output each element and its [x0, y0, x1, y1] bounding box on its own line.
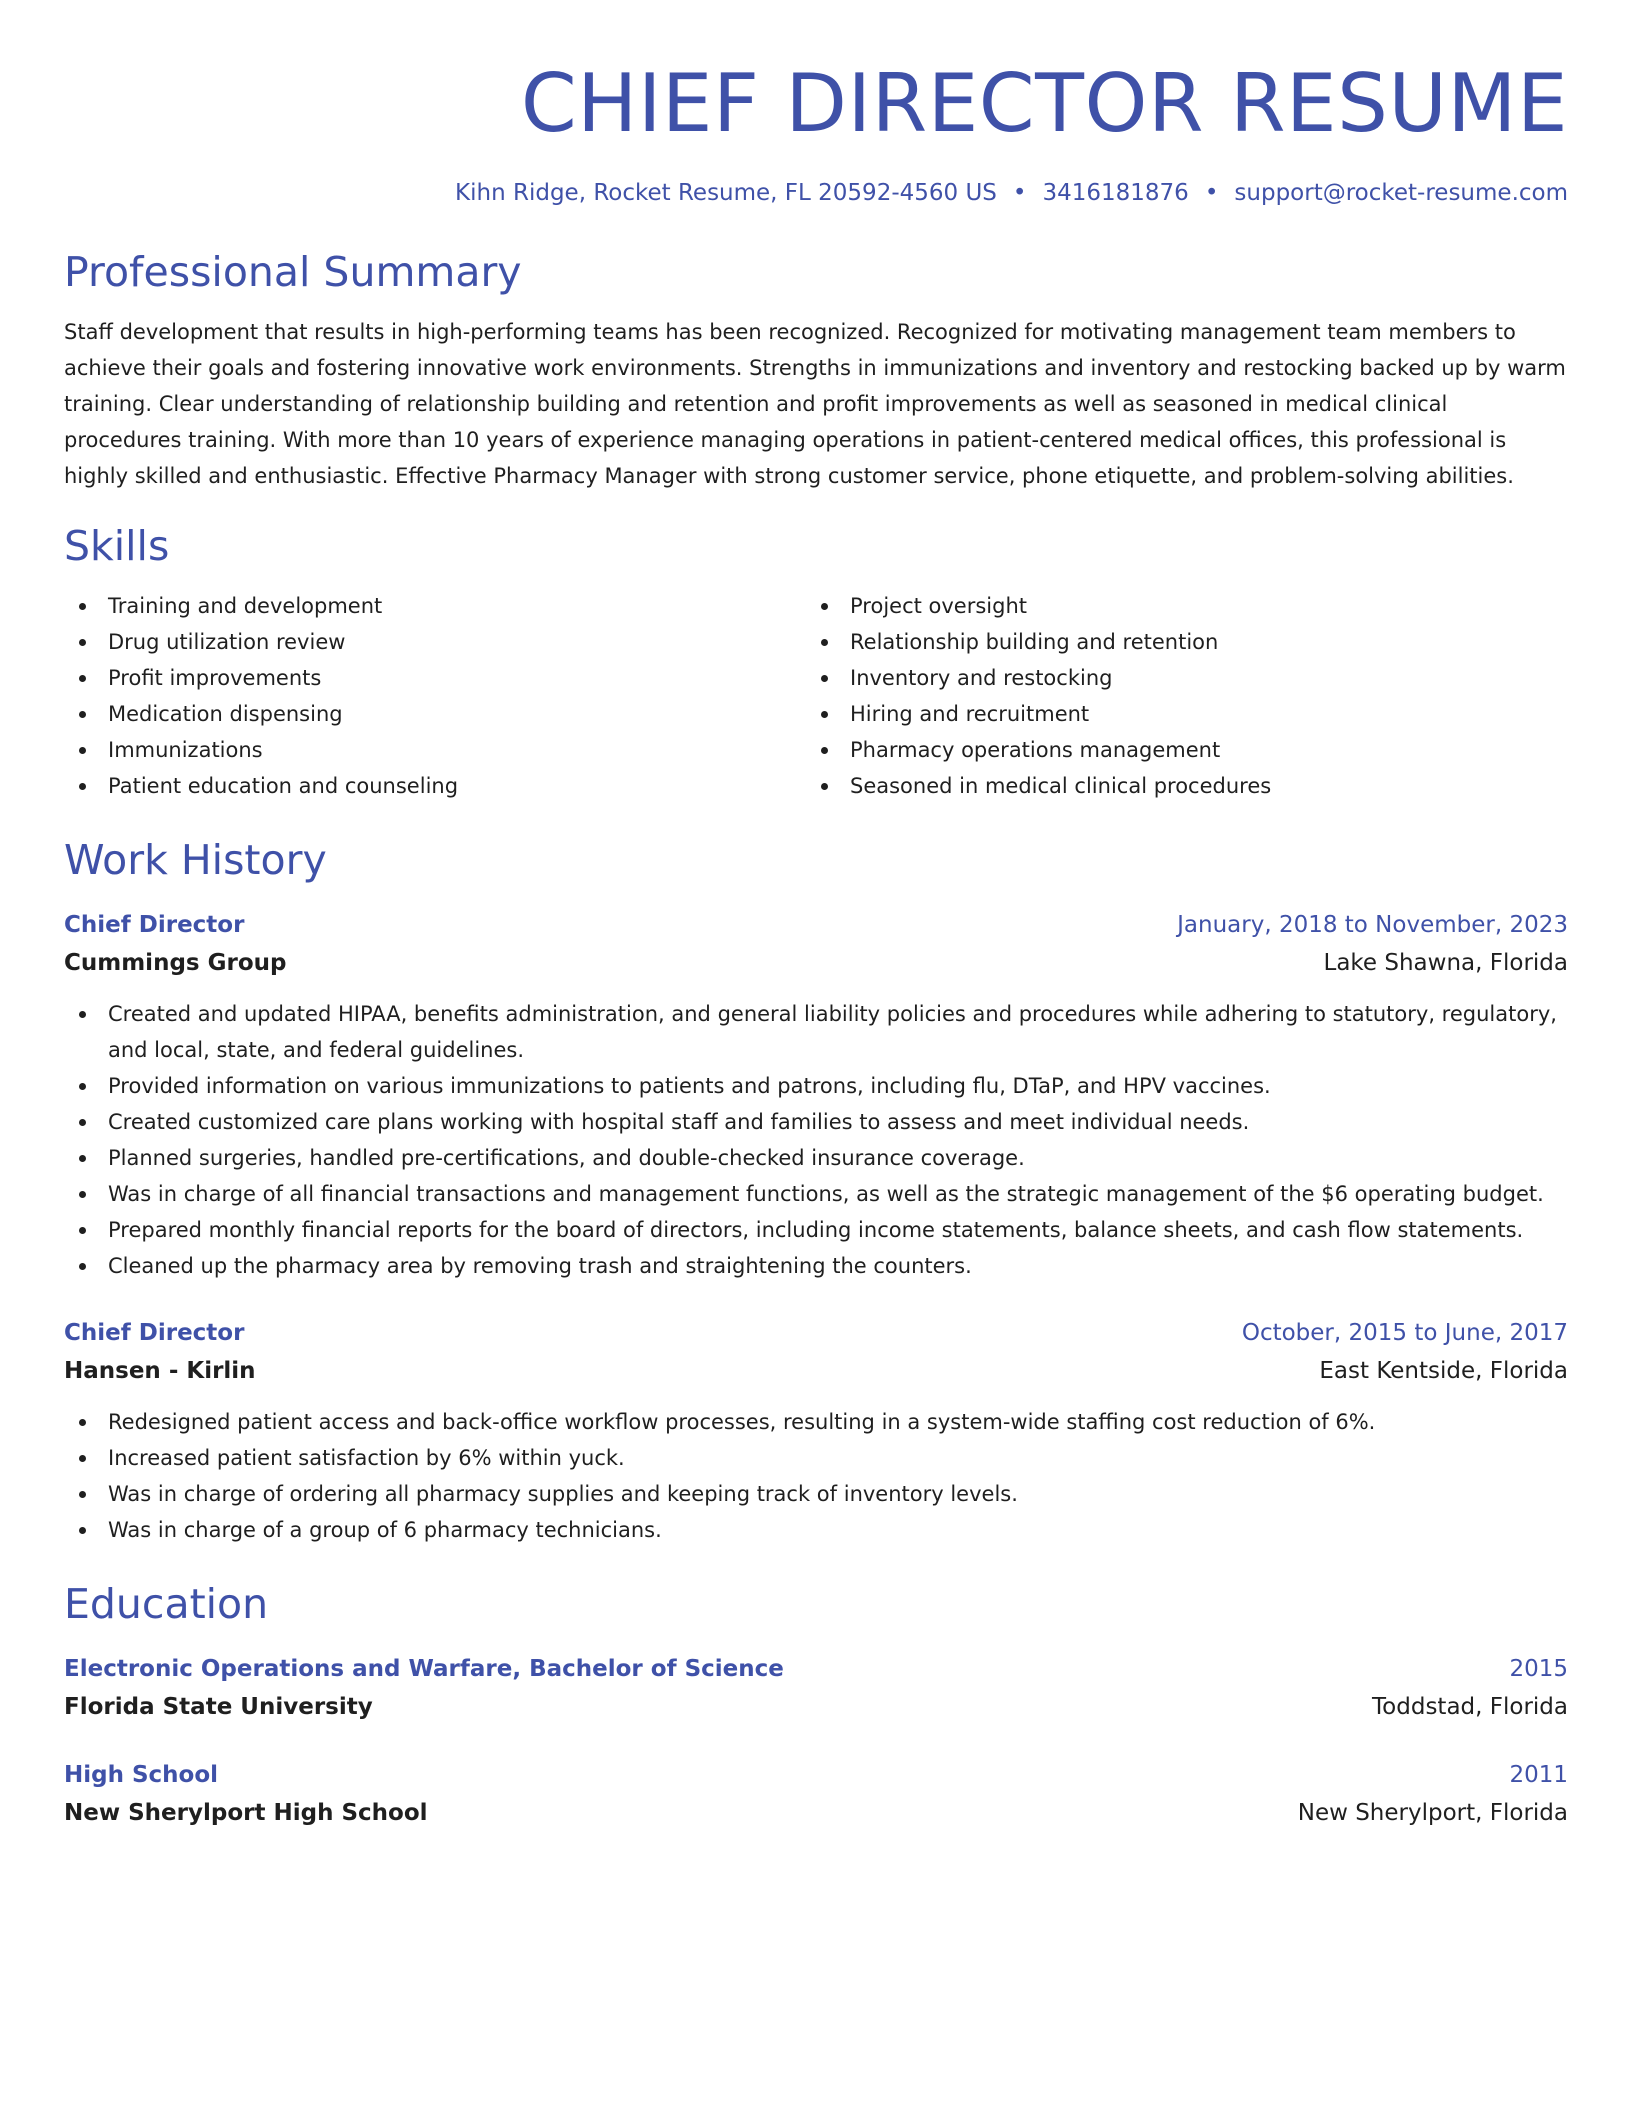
education-degree: High School: [64, 1762, 219, 1788]
contact-line: [64, 178, 1568, 208]
education-entry: [64, 1756, 1568, 1832]
section-title-education: Education: [64, 1580, 269, 1628]
skills-column-right: [806, 588, 1548, 804]
job-duties: [64, 1404, 1568, 1548]
job-duty: Redesigned patient access and back-office workflow processes, resulting in a system-wide staffing cost reduction of 6%.: [64, 1404, 1568, 1440]
job-title: Chief Director: [64, 912, 245, 938]
education-school: New Sherylport High School: [64, 1800, 428, 1826]
skills-column-left: [64, 588, 806, 804]
skill-item: Training and development: [64, 588, 806, 624]
job-duty: Prepared monthly financial reports for the board of directors, including income statements, balance sheets, and cash flow statements.: [64, 1212, 1568, 1248]
education-school: Florida State University: [64, 1694, 373, 1720]
job-title: Chief Director: [64, 1320, 245, 1346]
contact-address: Kihn Ridge, Rocket Resume, FL 20592-4560 US: [455, 180, 997, 206]
job-duty: Increased patient satisfaction by 6% within yuck.: [64, 1440, 1568, 1476]
job-duty: Was in charge of ordering all pharmacy supplies and keeping track of inventory levels.: [64, 1476, 1568, 1512]
resume-title: CHIEF DIRECTOR RESUME: [520, 57, 1568, 150]
section-title-work-history: Work History: [64, 836, 327, 884]
skill-item: Seasoned in medical clinical procedures: [806, 768, 1548, 804]
job-duty: Planned surgeries, handled pre-certifications, and double-checked insurance coverage.: [64, 1140, 1568, 1176]
education-year: 2015: [1509, 1656, 1568, 1682]
skill-item: Medication dispensing: [64, 696, 806, 732]
skill-item: Patient education and counseling: [64, 768, 806, 804]
job-location: East Kentside, Florida: [1319, 1358, 1568, 1384]
contact-separator: •: [1012, 180, 1027, 206]
skill-item: Profit improvements: [64, 660, 806, 696]
job-duty: Cleaned up the pharmacy area by removing trash and straightening the counters.: [64, 1248, 1568, 1284]
summary-text: Staff development that results in high-performing teams has been recognized. Recognized for motivating management team members to achieve their goals and fostering innovative work environments. Strengths in immunizations and inventory and restocking backed up by warm training. Clear understanding of relationship building and retention and profit improvements as well as seasoned in medical clinical procedures training. With more than 10 years of experience managing operations in patient-centered medical offices, this professional is highly skilled and enthusiastic. Effective Pharmacy Manager with strong customer service, phone etiquette, and problem-solving abilities.: [64, 320, 1566, 488]
job-company: Cummings Group: [64, 950, 287, 976]
education-degree: Electronic Operations and Warfare, Bachelor of Science: [64, 1656, 784, 1682]
skill-item: Pharmacy operations management: [806, 732, 1548, 768]
job-duty: Created and updated HIPAA, benefits administration, and general liability policies and procedures while adhering to statutory, regulatory, and local, state, and federal guidelines.: [64, 996, 1568, 1068]
job-dates: January, 2018 to November, 2023: [1177, 912, 1568, 938]
job-duties: [64, 996, 1568, 1284]
job-duty: Was in charge of all financial transactions and management functions, as well as the strategic management of the $6 operating budget.: [64, 1176, 1568, 1212]
education-location: New Sherylport, Florida: [1297, 1800, 1568, 1826]
education-year: 2011: [1509, 1762, 1568, 1788]
skill-item: Drug utilization review: [64, 624, 806, 660]
skill-item: Inventory and restocking: [806, 660, 1548, 696]
education-location: Toddstad, Florida: [1372, 1694, 1568, 1720]
job-dates: October, 2015 to June, 2017: [1241, 1320, 1568, 1346]
job-duty: Was in charge of a group of 6 pharmacy technicians.: [64, 1512, 1568, 1548]
skill-item: Project oversight: [806, 588, 1548, 624]
section-title-summary: Professional Summary: [64, 248, 522, 296]
job-duty: Created customized care plans working with hospital staff and families to assess and meet individual needs.: [64, 1104, 1568, 1140]
skill-item: Relationship building and retention: [806, 624, 1548, 660]
skill-item: Hiring and recruitment: [806, 696, 1548, 732]
contact-email[interactable]: support@rocket-resume.com: [1234, 180, 1568, 206]
education-entry: [64, 1650, 1568, 1726]
section-title-skills: Skills: [64, 522, 170, 570]
job-location: Lake Shawna, Florida: [1323, 950, 1568, 976]
contact-phone[interactable]: 3416181876: [1042, 180, 1189, 206]
contact-separator: •: [1204, 180, 1219, 206]
skills-list: [64, 588, 1568, 804]
skill-item: Immunizations: [64, 732, 806, 768]
job-entry: [64, 906, 1568, 1284]
job-duty: Provided information on various immunizations to patients and patrons, including flu, DTaP, and HPV vaccines.: [64, 1068, 1568, 1104]
resume-page: [64, 0, 1568, 1832]
job-company: Hansen - Kirlin: [64, 1358, 256, 1384]
job-entry: [64, 1314, 1568, 1548]
